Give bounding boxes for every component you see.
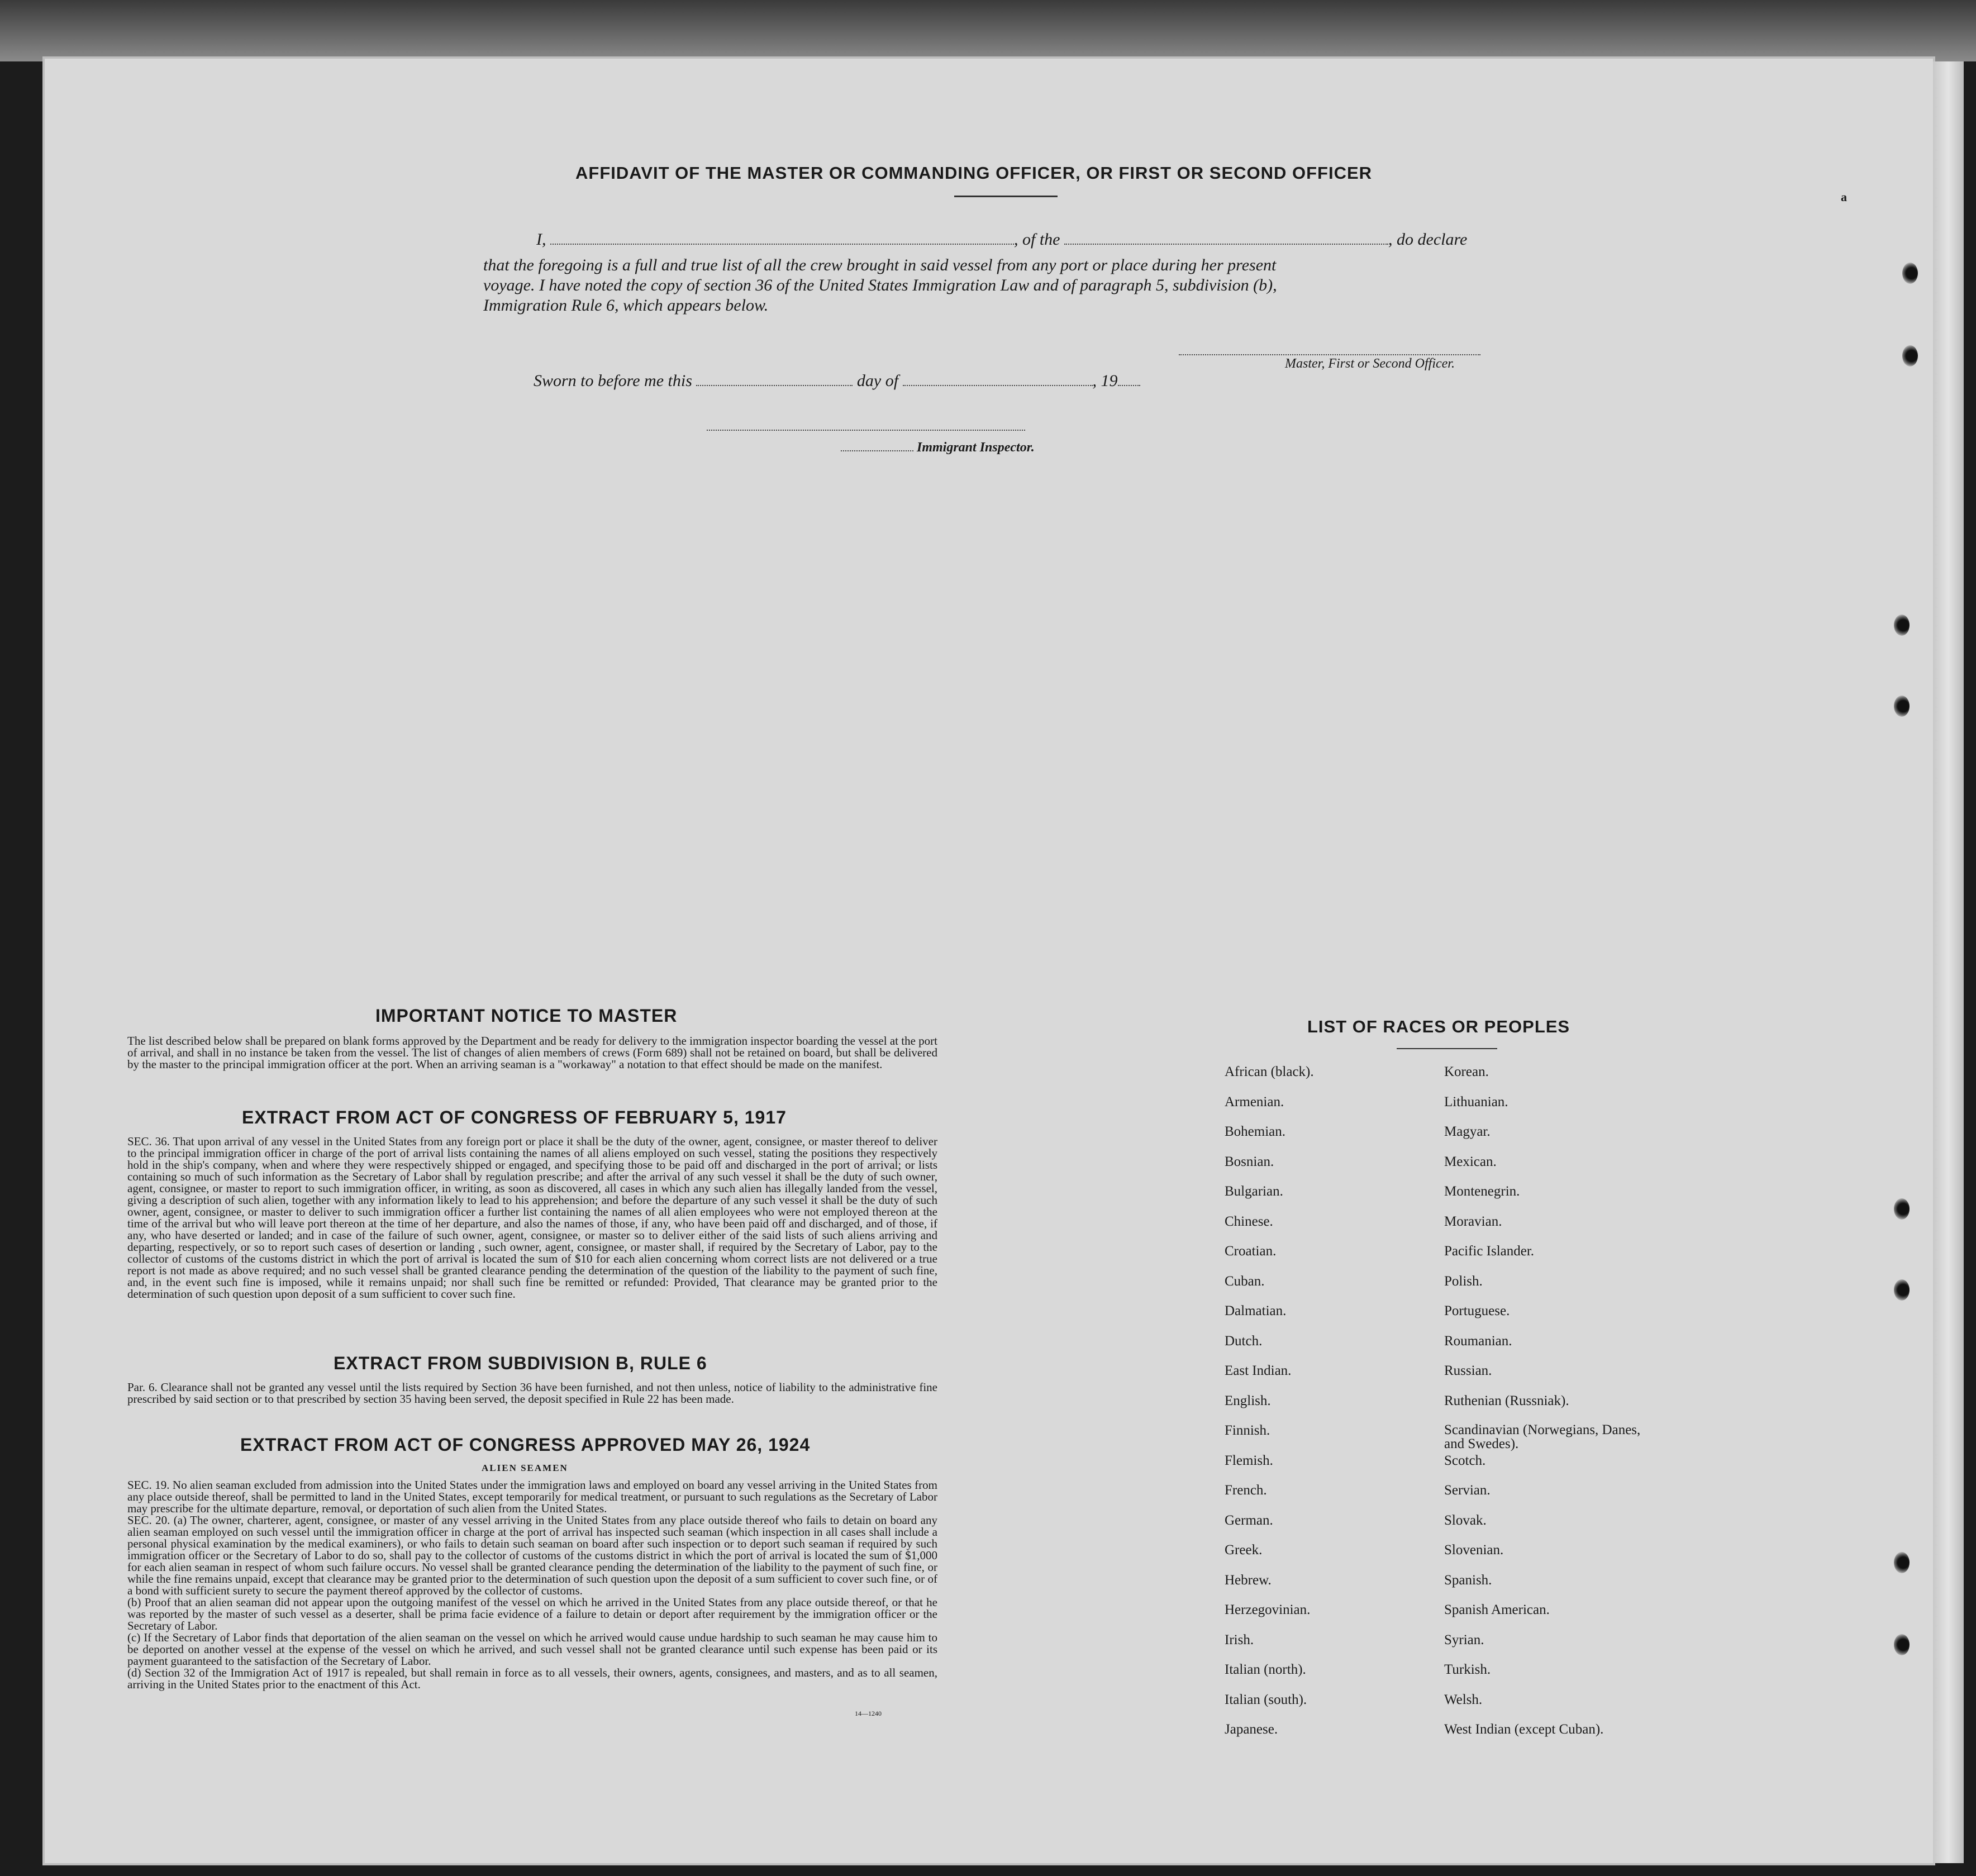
race-item: Spanish. [1444,1572,1492,1588]
race-item: East Indian. [1225,1363,1292,1378]
race-item: German. [1225,1512,1273,1528]
race-item: Lithuanian. [1444,1094,1508,1110]
races-title: LIST OF RACES OR PEOPLES [1307,1017,1570,1036]
punch-hole [1894,1634,1910,1655]
inspector-line [707,416,1025,431]
race-item: English. [1225,1393,1271,1408]
race-item: African (black). [1225,1064,1314,1079]
declaration-line: I, , of the , do declare [536,230,1468,249]
race-item: Magyar. [1444,1124,1491,1139]
race-item: Portuguese. [1444,1303,1510,1318]
binding-strip [1933,61,1964,1863]
punch-hole [1894,696,1910,717]
race-item: Slovenian. [1444,1542,1504,1558]
race-item: Chinese. [1225,1213,1273,1229]
race-item: Finnish. [1225,1423,1270,1438]
race-item: Bosnian. [1225,1154,1274,1169]
race-item: Bohemian. [1225,1124,1286,1139]
race-item: Italian (south). [1225,1692,1307,1707]
races-rule [1397,1048,1497,1049]
race-item: Pacific Islander. [1444,1244,1535,1259]
affidavit-title: AFFIDAVIT OF THE MASTER OR COMMANDING OFFICER, OR FIRST OR SECOND OFFICER [575,163,1373,183]
punch-hole [1902,263,1918,284]
scan-edge [0,0,1976,61]
race-item: Korean. [1444,1064,1489,1079]
race-item: Scandinavian (Norwegians, Danes, and Swedes). [1444,1422,1641,1451]
title-rule [954,196,1058,197]
corner-mark: a [1841,190,1847,204]
race-item: Flemish. [1225,1453,1273,1468]
rule6-text: Par. 6. Clearance shall not be granted any vessel until the lists required by Section 36 have been furnished, and not then unless, notice of liability to the administrative fine prescribed by said section or to that prescribed by section 35 having been served, the deposit specified in Rule 22 has been made. [127,1380,937,1406]
race-item: Welsh. [1444,1692,1483,1707]
race-item: Spanish American. [1444,1602,1550,1617]
notice-title: IMPORTANT NOTICE TO MASTER [375,1006,678,1026]
extract-1924-title: EXTRACT FROM ACT OF CONGRESS APPROVED MAY 26, 1924 [240,1435,811,1455]
race-item: Greek. [1225,1542,1263,1558]
race-item: Mexican. [1444,1154,1497,1169]
race-item: Moravian. [1444,1213,1502,1229]
race-item: Scotch. [1444,1453,1486,1468]
inspector-label: Immigrant Inspector. [917,440,1035,455]
race-item: Montenegrin. [1444,1184,1520,1199]
race-item: Polish. [1444,1273,1483,1289]
race-item: Croatian. [1225,1244,1277,1259]
master-signature-line [1179,341,1480,355]
race-item: French. [1225,1483,1267,1498]
races-right-column [1444,1064,1645,1752]
rule6-title: EXTRACT FROM SUBDIVISION B, RULE 6 [334,1353,707,1373]
race-item: Italian (north). [1225,1662,1306,1677]
punch-hole [1894,615,1910,636]
sworn-line: Sworn to before me this day of , 19 [534,372,1288,391]
extract-1917-text: SEC. 36. That upon arrival of any vessel in the United States from any foreign port or place it shall be the duty of the owner, agent, consignee, or master thereof to deliver to the principal immigration officer in charge of the port of arrival lists containing the names of all aliens employed on such vessel, stating the positions they respectively hold in the ship's company, when and where they were respectively shipped or engaged, and specifying those to be paid off and discharged in the port of arrival; or lists containing so much of such information as the Secretary of Labor shall by regulation prescribe; and after the arrival of any such vessel it shall be the duty of such owner, agent, consignee, or master to report to such immigration officer, in writing, as soon as discovered, all cases in which any such alien has illegally landed from the vessel, giving a description of such alien, together with any information likely to lead to his apprehension; and before the departure of any such vessel it shall be the duty of such owner, agent, consignee, or master to deliver to such immigration officer a further list containing the names of all alien employees who were not employed thereon at the time of the arrival but who will leave port thereon at the time of her departure, and also the names of those, if any, who have been paid off and discharged, and of those, if any, who have deserted or landed; and in case of the failure of such owner, agent, consignee, or master so to deliver either of the said lists of such aliens arriving and departing, respectively, or so to report such cases of desertion or landing , such owner, agent, consignee, or master shall, if required by the Secretary of Labor, pay to the collector of customs of the customs district in which the port of arrival is located the sum of $10 for each alien concerning whom correct lists are not delivered or a true report is not made as above required; and no such vessel shall be granted clearance pending the determination of the question of the liability to the payment of such fine, and, in the event such fine is imposed, while it remains unpaid; nor shall such fine be remitted or refunded: Provided, That clearance may be granted prior to the determination of such question upon deposit of a sum sufficient to cover such fine. [127,1135,937,1301]
race-item: Japanese. [1225,1722,1278,1737]
master-signature-label: Master, First or Second Officer. [1285,356,1455,371]
race-item: Ruthenian (Russniak). [1444,1393,1569,1408]
race-item: Turkish. [1444,1662,1491,1677]
punch-hole [1894,1552,1910,1573]
inspector-row [841,440,1035,455]
race-item: Herzegovinian. [1225,1602,1311,1617]
race-item: Dalmatian. [1225,1303,1287,1318]
punch-hole [1894,1198,1910,1220]
race-item: Armenian. [1225,1094,1284,1110]
extract-1924-text: SEC. 19. No alien seaman excluded from admission into the United States under the immigration laws and employed on board any vessel arriving in the United States from any place outside thereof, shall be permitted to land in the United States, except temporarily for medical treatment, or pursuant to such regulations as the Secretary of Labor may prescribe for the ultimate departure, removal, or deportation of such alien from the United States. SEC. 20. (a) The owner, charterer, agent, consignee, or master of any vessel arriving in the United States from any place outside thereof who fails to detain on board any alien seaman employed on such vessel until the immigration officer in charge at the port of arrival has inspected such seaman (which inspection in all cases shall include a personal physical examination by the medical examiners), or who fails to detain such seaman on board after such inspection or to deport such seaman if required by such immigration officer or the Secretary of Labor to do so, shall pay to the collector of customs of the customs district in which the port of arrival is located the sum of $1,000 for each alien seaman in respect of whom such failure occurs. No vessel shall be granted clearance pending the determination of the liability to the payment of such fine, or while the fine remains unpaid, except that clearance may be granted prior to the determination of such question upon the deposit of a sum sufficient to cover such fine, or of a bond with sufficient surety to secure the payment thereof approved by the collector of customs. (b) Proof that an alien seaman did not appear upon the outgoing manifest of the vessel on which he arrived in the United States from any place outside thereof, or that he was reported by the master of such vessel as a deserter, shall be prima facie evidence of a failure to detain or deport after requirement by the immigration officer or the Secretary of Labor. (c) If the Secretary of Labor finds that deportation of the alien seaman on the vessel on which he arrived would cause undue hardship to such seaman he may cause him to be deported on another vessel at the expense of the vessel on which he arrived, and such vessel shall not be granted clearance until such expense has been paid or its payment guaranteed to the satisfaction of the Secretary of Labor. (d) Section 32 of the Immigration Act of 1917 is repealed, but shall remain in force as to all vessels, their owners, agents, consignees, and masters, and as to all seamen, arriving in the United States prior to the enactment of this Act. [127,1478,937,1691]
race-item: Slovak. [1444,1512,1487,1528]
race-item: Servian. [1444,1483,1491,1498]
race-item: Russian. [1444,1363,1492,1378]
extract-1917-title: EXTRACT FROM ACT OF CONGRESS OF FEBRUARY 5, 1917 [242,1107,787,1127]
race-item: Roumanian. [1444,1333,1512,1349]
punch-hole [1902,345,1918,366]
notice-text: The list described below shall be prepared on blank forms approved by the Department and be ready for delivery to the immigration inspector boarding the vessel at the port of arrival, and shall in no instance be taken from the vessel. The list of changes of alien members of crews (Form 689) shall not be retained on board, but shall be delivered by the master to the principal immigration officer at the port. When an arriving seaman is a "workaway" a notation to that effect should be made on the manifest. [127,1034,937,1071]
race-item: Cuban. [1225,1273,1265,1289]
race-item: Bulgarian. [1225,1184,1283,1199]
race-item: Dutch. [1225,1333,1263,1349]
races-left-column [1225,1064,1314,1752]
race-item: Hebrew. [1225,1572,1272,1588]
alien-seamen-subtitle: ALIEN SEAMEN [482,1463,568,1473]
form-number: 14—1240 [855,1710,882,1717]
race-item: Irish. [1225,1632,1254,1648]
punch-hole [1894,1279,1910,1301]
race-item: Syrian. [1444,1632,1484,1648]
race-item: West Indian (except Cuban). [1444,1722,1604,1737]
declaration-text: that the foregoing is a full and true list of all the crew brought in said vessel from any port or place during her present voyage. I have noted the copy of section 36 of the United States Immigration Law and of paragraph 5, subdivision (b), Immigration Rule 6, which appears below. [483,256,1277,315]
